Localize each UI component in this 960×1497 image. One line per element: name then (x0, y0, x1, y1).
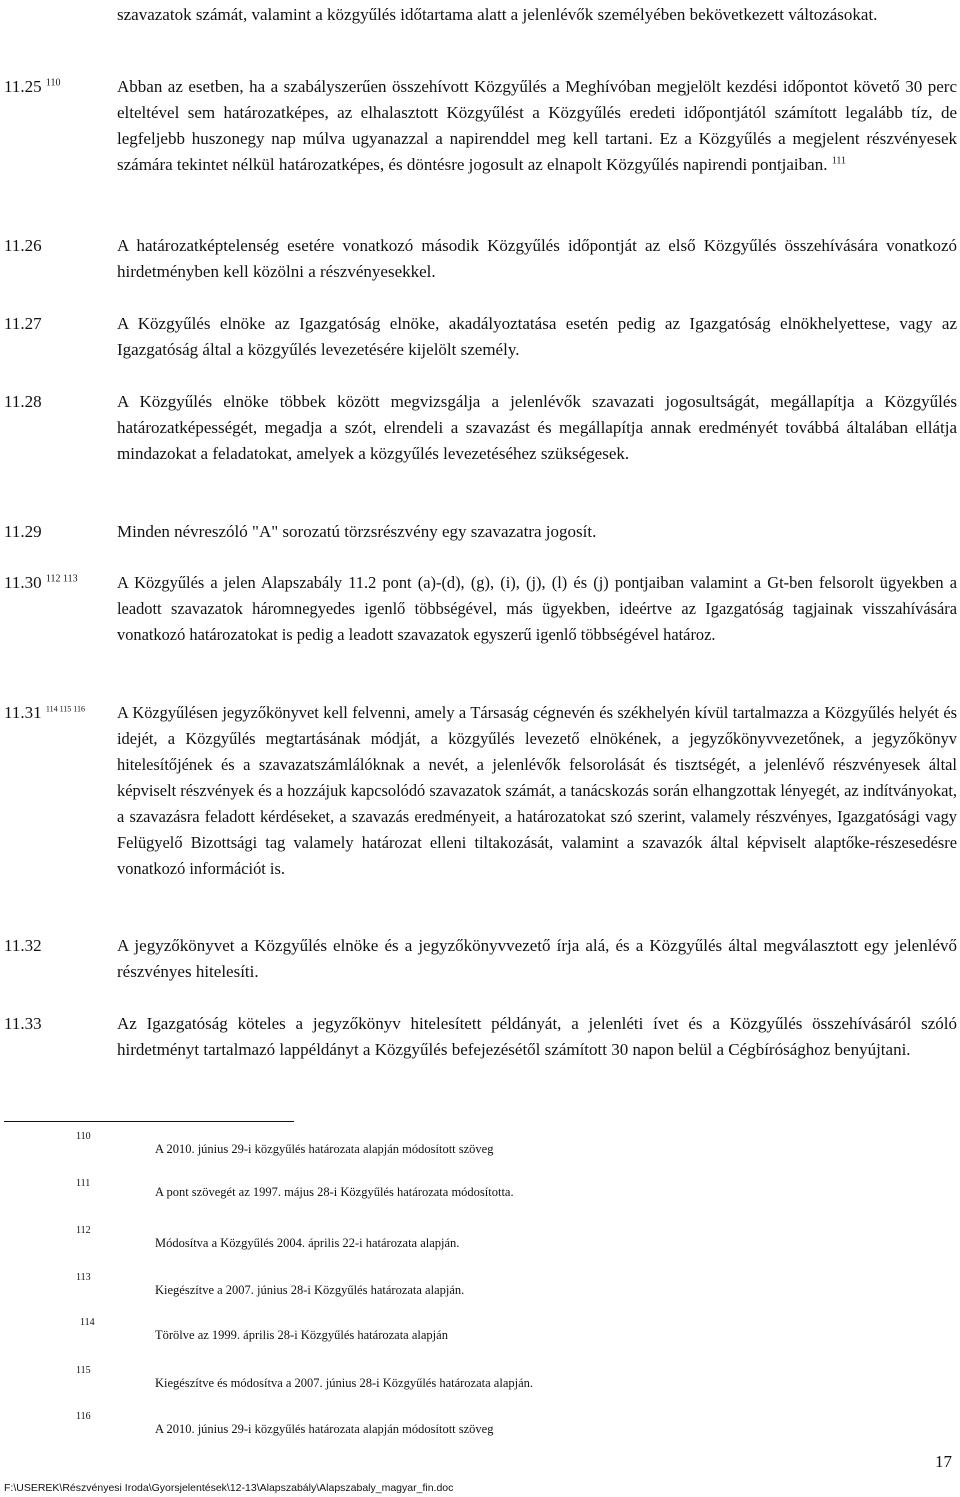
footnote-number: 110 (76, 1131, 91, 1142)
section-text: Minden névreszóló "A" sorozatú törzsrészvény egy szavazatra jogosít. (117, 522, 597, 541)
section-text: A jegyzőkönyvet a Közgyűlés elnöke és a jegyzőkönyvvezető írja alá, és a Közgyűlés által megválasztott egy jelenlévő részvényes hitelesíti. (117, 936, 957, 981)
footnote-divider (4, 1121, 294, 1122)
section-text: A Közgyűlés elnöke az Igazgatóság elnöke, akadályoztatása esetén pedig az Igazgatóság elnökhelyettese, vagy az Igazgatóság által a közgyűlés levezetésére kijelölt személy. (117, 314, 957, 359)
footnote-number: 112 (76, 1225, 91, 1236)
section-number: 11.30 $^{112 113}$ (4, 573, 78, 592)
section-number: 11.32 (4, 936, 42, 955)
footnote-number: 111 (76, 1178, 91, 1189)
section-text: A határozatképtelenség esetére vonatkozó második Közgyűlés időpontját az első Közgyűlés összehívására vonatkozó hirdetményben kell közölni a részvényesekkel. (117, 236, 957, 281)
continuation-text: szavazatok számát, valamint a közgyűlés időtartama alatt a jelenlévők személyében bekövetkezett változásokat. (117, 5, 878, 24)
section-number: 11.31 $^{114 115 116}$ (4, 703, 85, 722)
section-number: 11.33 (4, 1014, 42, 1033)
footnote-number: 114 (80, 1317, 95, 1328)
footnote-number: 116 (76, 1411, 91, 1422)
page-number: 17 (935, 1452, 952, 1471)
section-text: A Közgyűlésen jegyzőkönyvet kell felvenni, amely a Társaság cégnevén és székhelyén kívül tartalmazza a Közgyűlés helyét és idejét, a Közgyűlés megtartásának módját, a közgyűlés levezető elnökének, a jegyzőkönyvvezetőnek, a jegyzőkönyv hitelesítőjének és a szavazatszámlálóknak a nevét, a jelenlévők felsorolását és tisztségét, a jelenlévő részvényesek által képviselt részvények és a hozzájuk kapcsolódó szavazatok számát, a tanácskozás során elhangzottak lényegét, az indítványokat, a szavazásra feladott kérdéseket, a szavazás eredményeit, a határozatokat szó szerint, valamely részvényes, Igazgatósági vagy Felügyelő Bizottsági tag valamely határozat elleni tiltakozását, valamint a szavazók által képviselt alaptőke-részesedésre vonatkozó információt is. (117, 703, 957, 878)
section-number: 11.27 (4, 314, 42, 333)
footnote-text: A 2010. június 29-i közgyűlés határozata alapján módosított szöveg (155, 1422, 494, 1436)
footnote-text: Módosítva a Közgyűlés 2004. április 22-i határozata alapján. (155, 1236, 460, 1250)
footnote-text: Kiegészítve a 2007. június 28-i Közgyűlés határozata alapján. (155, 1283, 465, 1297)
section-text: Az Igazgatóság köteles a jegyzőkönyv hitelesített példányát, a jelenléti ívet és a Közgyűlés összehívásáról szóló hirdetményt tartalmazó lappéldányt a Közgyűlés befejezésétől számított 30 napon belül a Cégbírósághoz benyújtani. (117, 1014, 957, 1059)
footnote-text: Kiegészítve és módosítva a 2007. június 28-i Közgyűlés határozata alapján. (155, 1376, 534, 1390)
section-number: 11.28 (4, 392, 42, 411)
footnote-text: Törölve az 1999. április 28-i Közgyűlés határozata alapján (155, 1328, 448, 1342)
section-number: 11.25 $^{110}$ (4, 77, 61, 96)
section-number: 11.29 (4, 522, 42, 541)
footnote-text: A 2010. június 29-i közgyűlés határozata alapján módosított szöveg (155, 1142, 494, 1156)
footnote-text: A pont szövegét az 1997. május 28-i Közgyűlés határozata módosította. (155, 1185, 514, 1199)
footnote-number: 113 (76, 1272, 91, 1283)
section-text: A Közgyűlés elnöke többek között megvizsgálja a jelenlévők szavazati jogosultságát, megállapítja a Közgyűlés határozatképességét, megadja a szót, elrendeli a szavazást és megállapítja annak eredményét továbbá általában ellátja mindazokat a feladatokat, amelyek a közgyűlés levezetéséhez szükségesek. (117, 392, 957, 463)
footnote-number: 115 (76, 1365, 91, 1376)
section-number: 11.26 (4, 236, 42, 255)
footnote-ref: 111 (831, 155, 846, 167)
section-text: A Közgyűlés a jelen Alapszabály 11.2 pont (a)-(d), (g), (i), (j), (l) és (j) pontjaiban valamint a Gt-ben felsorolt ügyekben a leadott szavazatok háromnegyedes igenlő többségével, más ügyekben, ideértve az Igazgatóság tagjainak visszahívására vonatkozó határozatokat is pedig a leadott szavazatok egyszerű igenlő többségével határoz. (117, 573, 957, 644)
file-path: F:\USEREK\Részvényesi Iroda\Gyorsjelentések\12-13\Alapszabály\Alapszabaly_magyar_fin.doc (4, 1482, 454, 1494)
section-text: Abban az esetben, ha a szabályszerűen összehívott Közgyűlés a Meghívóban megjelölt kezdési időpontot követő 30 perc elteltével sem határozatképes, az elhalasztott Közgyűlést a Közgyűlés eredeti időpontjától számított legalább tíz, de legfeljebb huszonegy nap múlva ugyanazzal a napirenddel meg kell tartani. Ez a Közgyűlés a megjelent részvényesek számára tekintet nélkül határozatképes, és döntésre jogosult az elnapolt Közgyűlés napirendi pontjaiban. $^{111}$ (117, 77, 957, 174)
